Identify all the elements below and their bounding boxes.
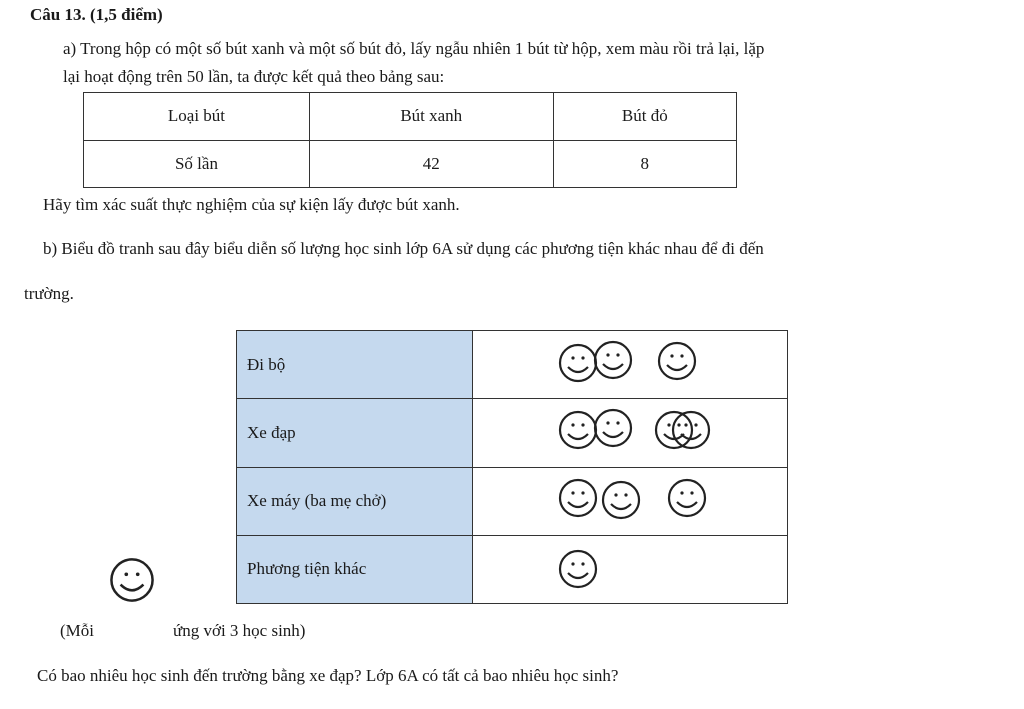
header-blue-pen: Bút xanh (309, 93, 553, 141)
row-icons-motorbike (473, 467, 788, 535)
legend-prefix: (Mỗi (60, 621, 94, 640)
part-b-text-line1: b) Biểu đồ tranh sau đây biểu diễn số lượng học sinh lớp 6A sử dụng các phương tiện khác nhau để đi đến (43, 239, 764, 258)
final-question: Có bao nhiêu học sinh đến trường bằng xe đạp? Lớp 6A có tất cả bao nhiêu học sinh? (37, 666, 619, 685)
row-icons-other (473, 535, 788, 603)
smiley-face-icon (557, 477, 599, 519)
part-a-text-line2: lại hoạt động trên 50 lần, ta được kết quả theo bảng sau: (63, 67, 445, 86)
header-red-pen: Bút đỏ (553, 93, 736, 141)
table-header-row (84, 93, 737, 141)
question-title: Câu 13. (1,5 điểm) (30, 5, 163, 24)
pictograph-table (236, 330, 788, 604)
row-label-walk: Đi bộ (237, 331, 473, 399)
row-label-bicycle: Xe đạp (237, 399, 473, 467)
table-row (84, 140, 737, 188)
header-pen-type: Loại bút (84, 93, 310, 141)
smiley-face-icon (656, 340, 698, 382)
smiley-face-icon (666, 477, 708, 519)
row-icons-walk (473, 331, 788, 399)
row-icons-bicycle (473, 399, 788, 467)
part-a-text-line1: a) Trong hộp có một số bút xanh và một số bút đỏ, lấy ngẫu nhiên 1 bút từ hộp, xem màu rồi trả lại, lặp (63, 39, 765, 58)
pictograph-row (237, 535, 788, 603)
legend-suffix: ứng với 3 học sinh) (173, 621, 306, 640)
smiley-face-icon (592, 407, 634, 449)
smiley-face-icon (600, 479, 642, 521)
row-label-motorbike: Xe máy (ba mẹ chở) (237, 467, 473, 535)
smiley-face-icon (592, 339, 634, 381)
cell-blue-count: 42 (309, 140, 553, 188)
smiley-face-icon (557, 548, 599, 590)
row-label-other: Phương tiện khác (237, 535, 473, 603)
part-b-text-line2: trường. (24, 284, 74, 303)
legend-smiley-icon (108, 556, 156, 604)
row-label-count: Số lần (84, 140, 310, 188)
pictograph-row (237, 331, 788, 399)
pen-results-table (83, 92, 737, 188)
smiley-face-icon (670, 409, 712, 451)
pictograph-row (237, 467, 788, 535)
cell-red-count: 8 (553, 140, 736, 188)
part-a-question: Hãy tìm xác suất thực nghiệm của sự kiện lấy được bút xanh. (43, 195, 460, 214)
pictograph-row (237, 399, 788, 467)
